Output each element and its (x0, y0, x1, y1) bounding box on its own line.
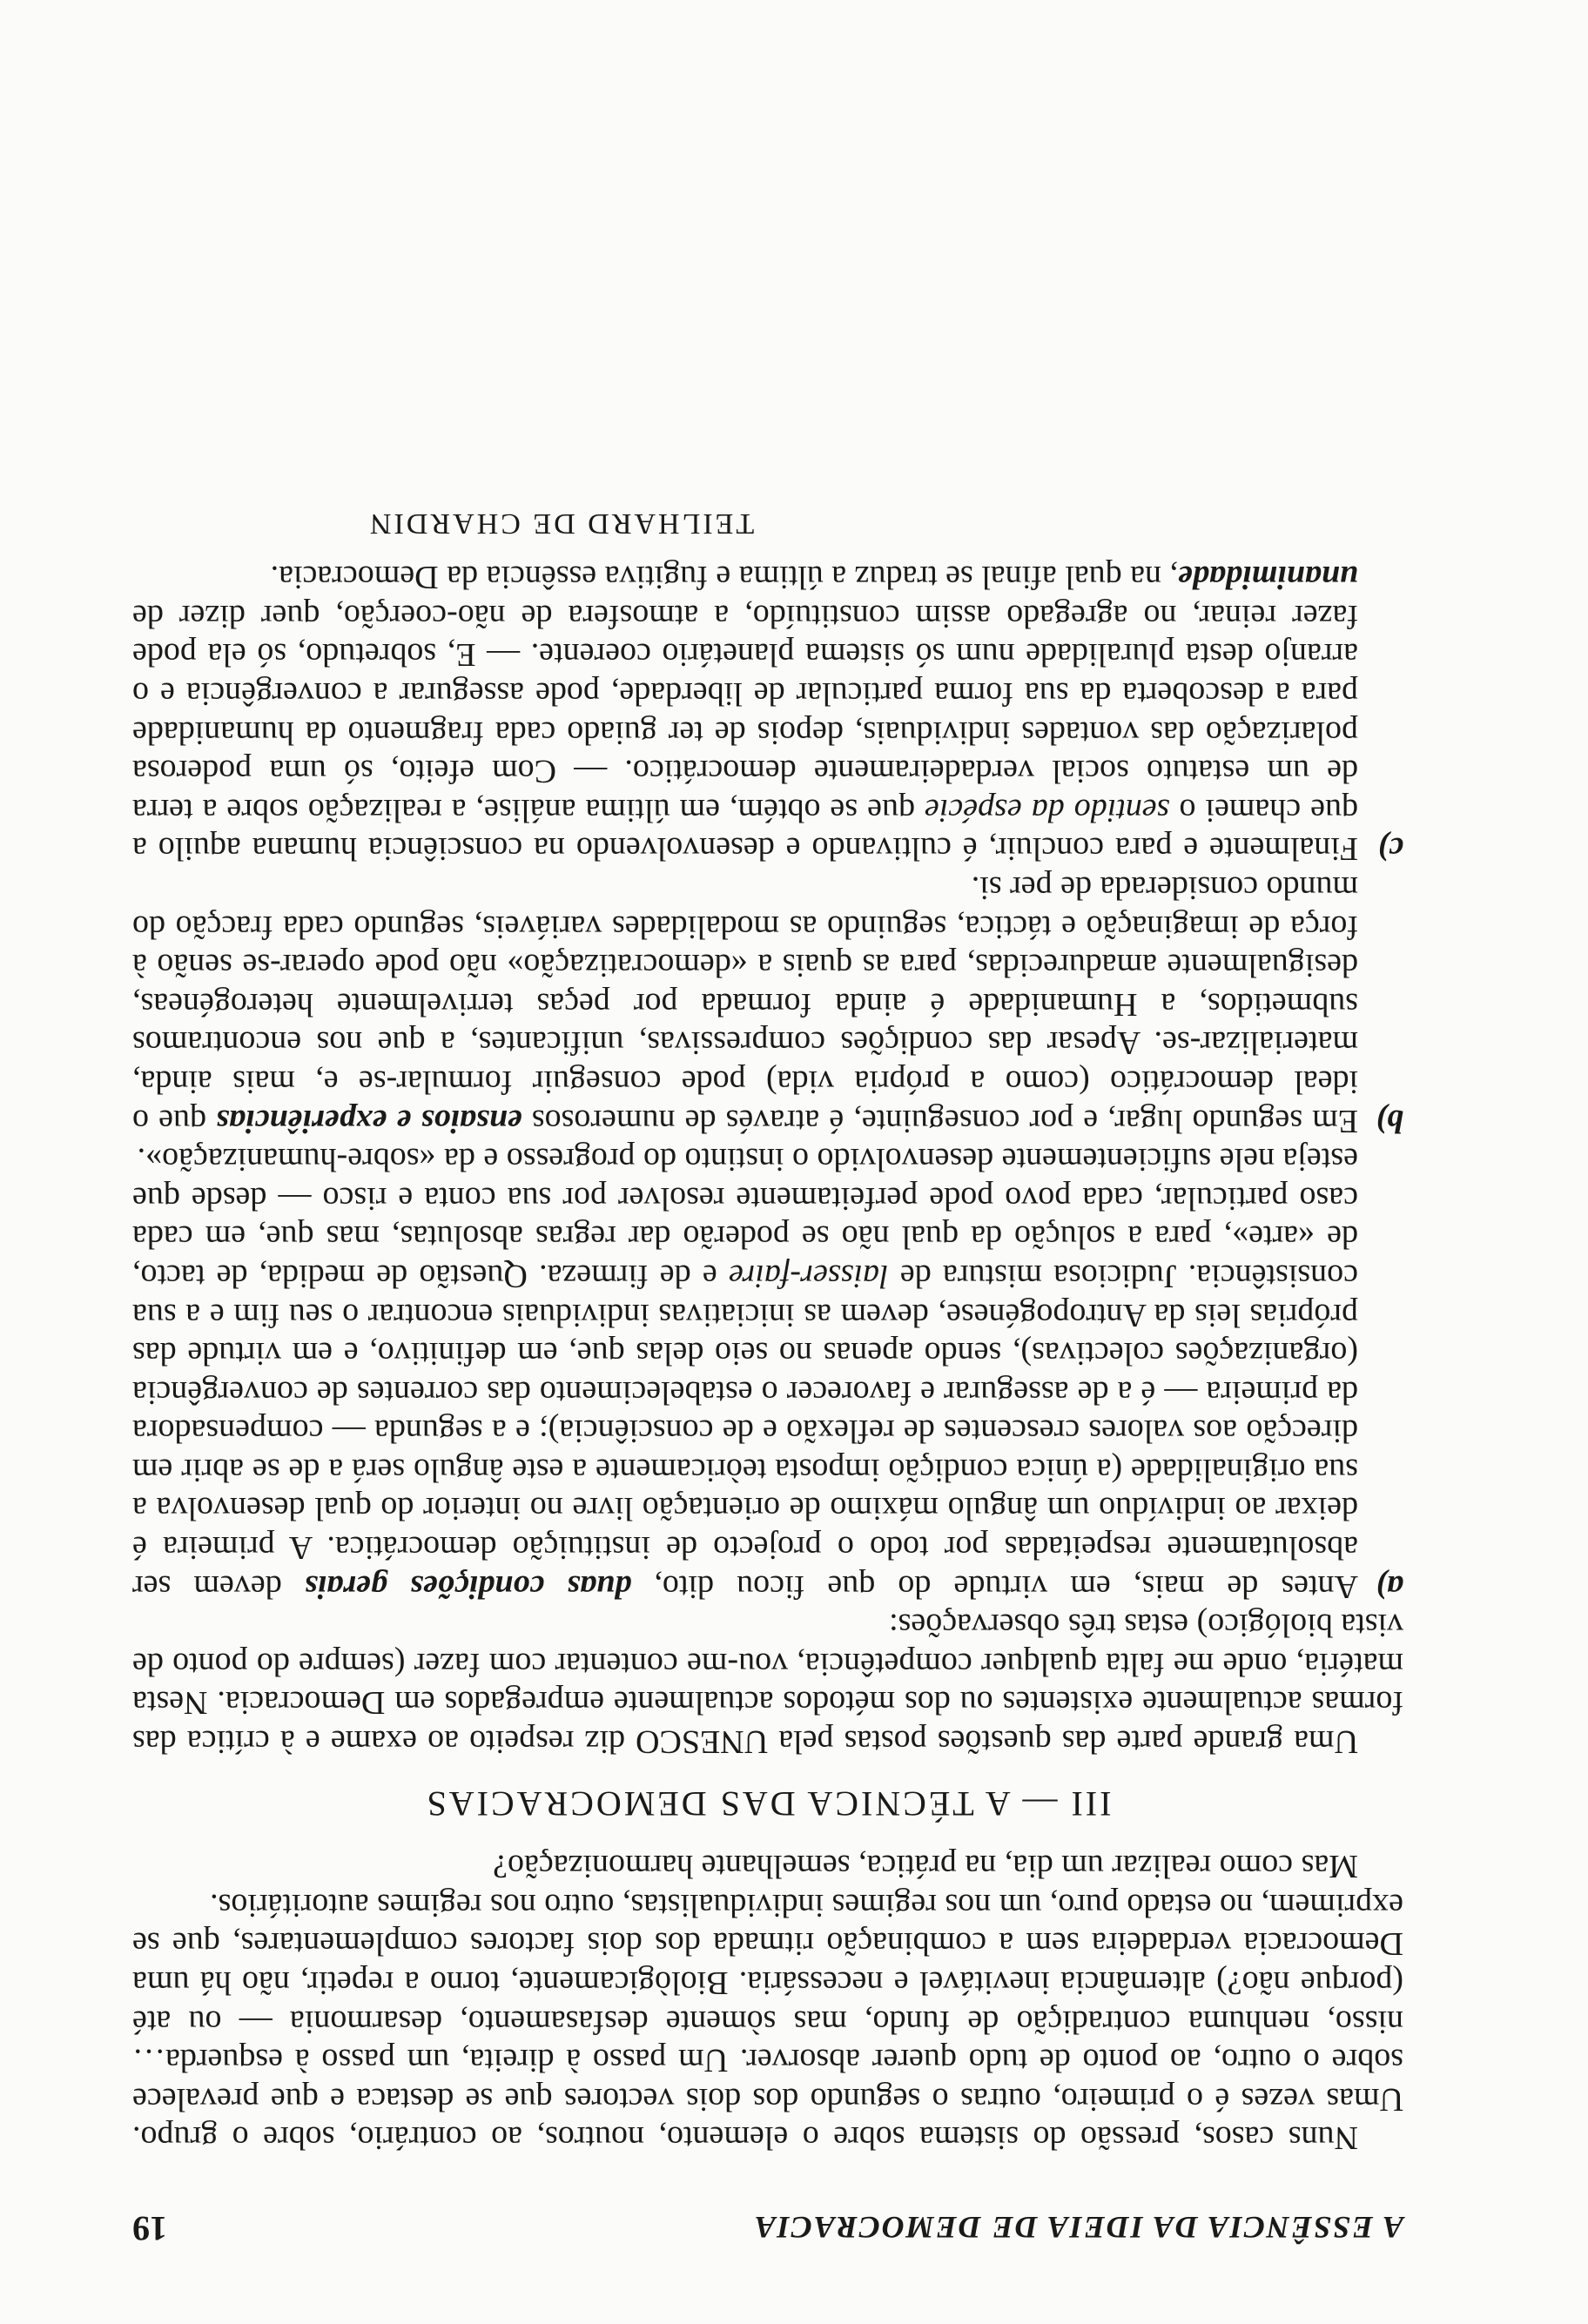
list-item-b (132, 868, 1403, 1139)
page-content (132, 503, 1403, 2247)
item-body-b (132, 868, 1358, 1139)
item-a-text-3: e de firmeza. Questão de medida, de tacto, de «arte», para a solução da qual não se poderão dar regras absolutas, mas que, em cada caso particular, cada povo pode perfeitamente resolver por sua conta e risco — desde que esteja nele suficientemente desenvolvido o instinto do progresso e da «sobre-humanização». (132, 1141, 1358, 1294)
list-item-a (132, 1140, 1403, 1606)
item-c-emphasis-2: unanimidade (1178, 559, 1358, 596)
section-lead-paragraph: Uma grande parte das questões postas pela UNESCO diz respeito ao exame e à crítica das formas actualmente existentes ou dos métodos actualmente empregados em Democracia. Nesta matéria, onde me falta qualquer competência, vou-me contentar com fazer (sempre do ponto de vista biológico) estas três observações: (132, 1607, 1403, 1761)
item-marker-c: c) (1377, 830, 1403, 868)
item-body-c (132, 558, 1358, 869)
item-c-text-3: , na qual afinal se traduz a última e fugitiva essência da Democracia. (270, 559, 1179, 596)
item-a-text-1: Antes de mais, em virtude do que ficou dito, (631, 1568, 1358, 1605)
item-b-emphasis-1: ensaios e experiências (216, 1102, 522, 1139)
list-item-c (132, 558, 1403, 869)
intro-paragraph: Nuns casos, pressão do sistema sobre o elemento, noutros, ao contrário, sobre o grupo. Umas vezes é o primeiro, outras o segundo dos dois vectores que se destaca e que prevalece sobre o outro, ao ponto de tudo querer absorver. Um passo à direita, um passo à esquerda… nisso, nenhuma contradição de fundo, mas sòmente desfasamento, desarmonia — ou até (porque não?) alternância inevitável e necessária. Biològicamente, torno a repetir, não há uma Democracia verdadeira sem a combinação ritmada dos dois factores complementares, que se exprimem, no estado puro, um nos regimes individualistas, outro nos regimes autoritários. (132, 1886, 1403, 2157)
running-header (132, 2207, 1403, 2247)
item-b-text-2: que o ideal democrático (como a própria vida) pode conseguir formular-se e, mais ainda, materializar-se. Apesar das condições compressivas, unificantes, a que nos encontramos submetidos, a Humanidade é ainda formada por peças terrivelmente heterogéneas, desigualmente amadurecidas, para as quais a «democratização» não pode operar-se senão à força de imaginação e táctica, seguindo as modalidades variáveis, segundo cada fracção do mundo considerada de per si. (132, 870, 1358, 1139)
item-marker-a: a) (1376, 1568, 1403, 1605)
item-c-text-1: Finalmente e para concluir, é cultivando e desenvolvendo na consciência humana aquilo a que chamei o (132, 791, 1358, 868)
item-a-text-2: devem ser absolutamente respeitadas por todo o projecto de instituição democrática. A primeira é deixar ao indivíduo um ângulo máximo de orientação livre no interior do qual desenvolva a sua originalidade (a única condição imposta teòricamente a este ângulo será a de se abrir em direcção aos valores crescentes de reflexão e de consciência); e a segunda — compensadora da primeira — é a de assegurar e favorecer o estabelecimento das correntes de convergência (organizações colectivas), sendo apenas no seio delas que, em definitivo, e em virtude das próprias leis da Antropogénese, devem as iniciativas individuais encontrar o seu fim e a sua consistência. Judiciosa mistura de (132, 1257, 1358, 1605)
section-title: III — A TÉCNICA DAS DEMOCRACIAS (424, 1783, 1112, 1824)
author-signature: TEILHARD DE CHARDIN (367, 507, 755, 540)
item-body-a (132, 1140, 1358, 1606)
item-b-text-1: Em segundo lugar, e por conseguinte, é através de numerosos (521, 1102, 1358, 1139)
item-c-text-2: que se obtém, em última análise, a realização sobre a terra de um estatuto social verdadeiramente democrático. — Com efeito, só uma poderosa polarização das vontades individuais, depois de ter guiado cada fragmento da humanidade para a descoberta da sua forma particular de liberdade, pode assegurar a convergência e o arranjo desta pluralidade num só sistema planetário coerente. — E, sobretudo, só ela pode fazer reinar, no agregado assim constituído, a atmosfera de não-coerção, quer dizer de (132, 597, 1358, 829)
item-marker-b: b) (1376, 1102, 1403, 1139)
running-title: A ESSÊNCIA DA IDEIA DE DEMOCRACIA (752, 2210, 1403, 2245)
item-c-emphasis-1: sentido da espécie (924, 791, 1170, 829)
page-number: 19 (132, 2209, 167, 2248)
item-a-emphasis-1: duas condições gerais (304, 1568, 632, 1605)
intro-question: Mas como realizar um dia, na prática, semelhante harmonização? (493, 1848, 1358, 1885)
item-a-emphasis-2: laisser-faire (729, 1257, 889, 1294)
